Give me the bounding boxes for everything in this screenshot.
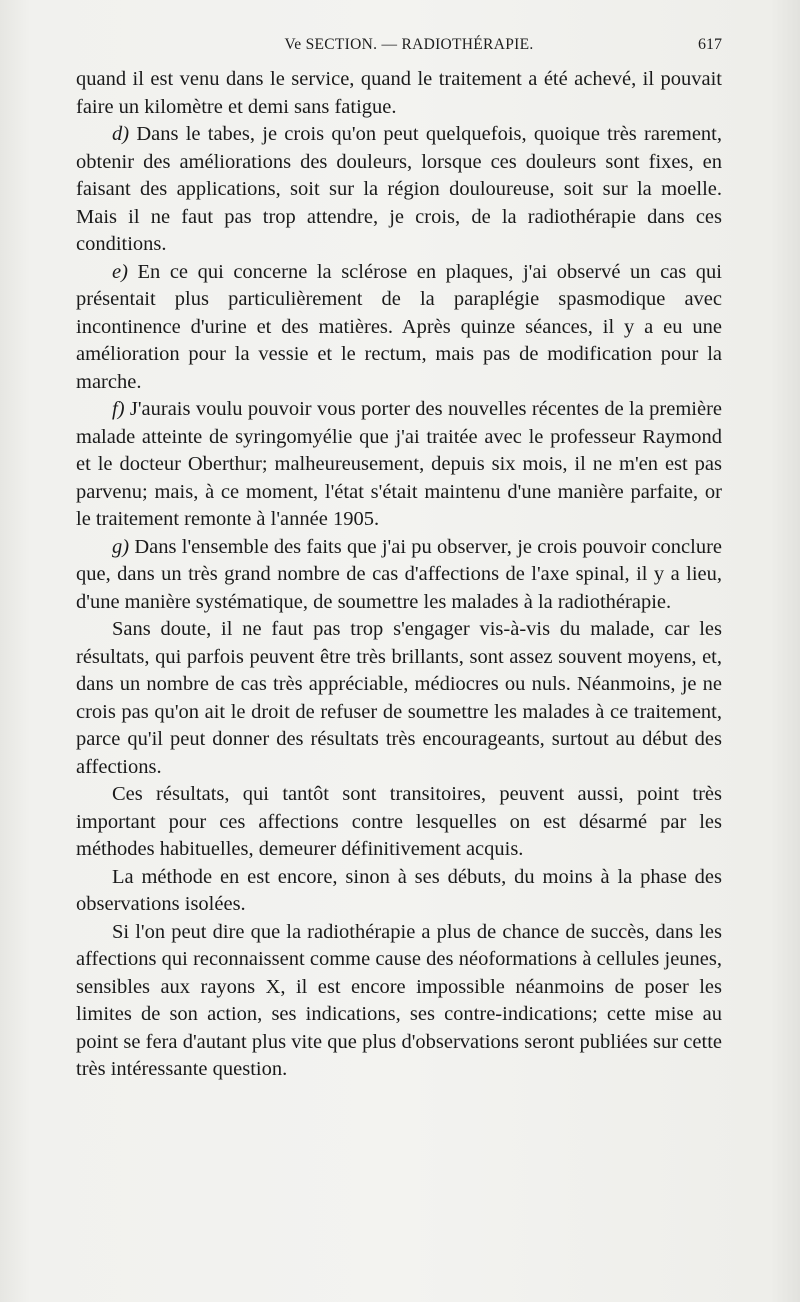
section-title: Ve SECTION. — RADIOTHÉRAPIE. [284,36,534,53]
paragraph-d [76,121,722,259]
paragraph-text: quand il est venu dans le service, quand le traitement a été achevé, il pouvait faire un kilomètre et demi sans fatigue. [76,68,722,118]
page-number: 617 [698,36,722,53]
paragraph-label: e) [112,260,128,283]
paragraph-text: La méthode en est encore, sinon à ses débuts, du moins à la phase des observations isolées. [76,865,722,915]
paragraph-label: d) [112,123,130,145]
paragraph-label: f) [112,398,125,420]
paragraph-text: En ce qui concerne la sclérose en plaques, j'ai observé un cas qui présentait plus particulièrement de la paraplégie spasmodique avec incontinence d'urine et des matières. Après quinze séances, il y a eu une amélioration pour la vessie et le rectum, mais pas de modification pour la marche. [76,260,722,393]
paragraph [76,66,722,121]
paragraph-text: Dans l'ensemble des faits que j'ai pu observer, je crois pouvoir conclure que, dans un très grand nombre de cas d'affections de l'axe spinal, il y a lieu, d'une manière systématique, de soumettre les malades à la radiothérapie. [76,535,722,613]
paragraph [76,864,722,919]
body-text [76,66,722,1084]
paragraph [76,616,722,781]
paragraph [76,781,722,864]
paragraph-e [76,259,722,397]
paragraph-text: J'aurais voulu pouvoir vous porter des nouvelles récentes de la première malade atteinte de syringomyélie que j'ai traitée avec le professeur Raymond et le docteur Oberthur; malheureusement, depuis six mois, il ne m'en est pas parvenu; mais, à ce moment, l'état s'était maintenu d'une manière parfaite, or le traitement remonte à l'année 1905. [76,398,722,530]
paragraph-text: Sans doute, il ne faut pas trop s'engager vis-à-vis du malade, car les résultats, qui parfois peuvent être très brillants, sont assez souvent moyens, et, dans un nombre de cas très appréciable, médiocres ou nuls. Néanmoins, je ne crois pas qu'on ait le droit de refuser de soumettre les malades à ce traitement, parce qu'il peut donner des résultats très encourageants, surtout au début des affections. [76,618,722,778]
paragraph-text: Si l'on peut dire que la radiothérapie a plus de chance de succès, dans les affections qui reconnaissent comme cause des néoformations à cellules jeunes, sensibles aux rayons X, il est encore impossible néanmoins de poser les limites de son action, ses indications, ses contre-indications; cette mise au point se fera d'autant plus vite que plus d'observations seront publiées sur cette très intéressante question. [76,920,722,1080]
paragraph-f [76,396,722,534]
paragraph-text: Ces résultats, qui tantôt sont transitoires, peuvent aussi, point très important pour ces affections contre lesquelles on est désarmé par les méthodes habituelles, demeurer définitivement acquis. [76,783,722,860]
paragraph-label: g) [112,535,130,558]
paragraph-g [76,534,722,617]
paragraph [76,919,722,1084]
paragraph-text: Dans le tabes, je crois qu'on peut quelquefois, quoique très rarement, obtenir des améliorations des douleurs, lorsque ces douleurs sont fixes, en faisant des applications, soit sur la région douloureuse, soit sur la moelle. Mais il ne faut pas trop attendre, je crois, de la radiothérapie dans ces conditions. [76,123,722,255]
running-header [76,36,722,58]
